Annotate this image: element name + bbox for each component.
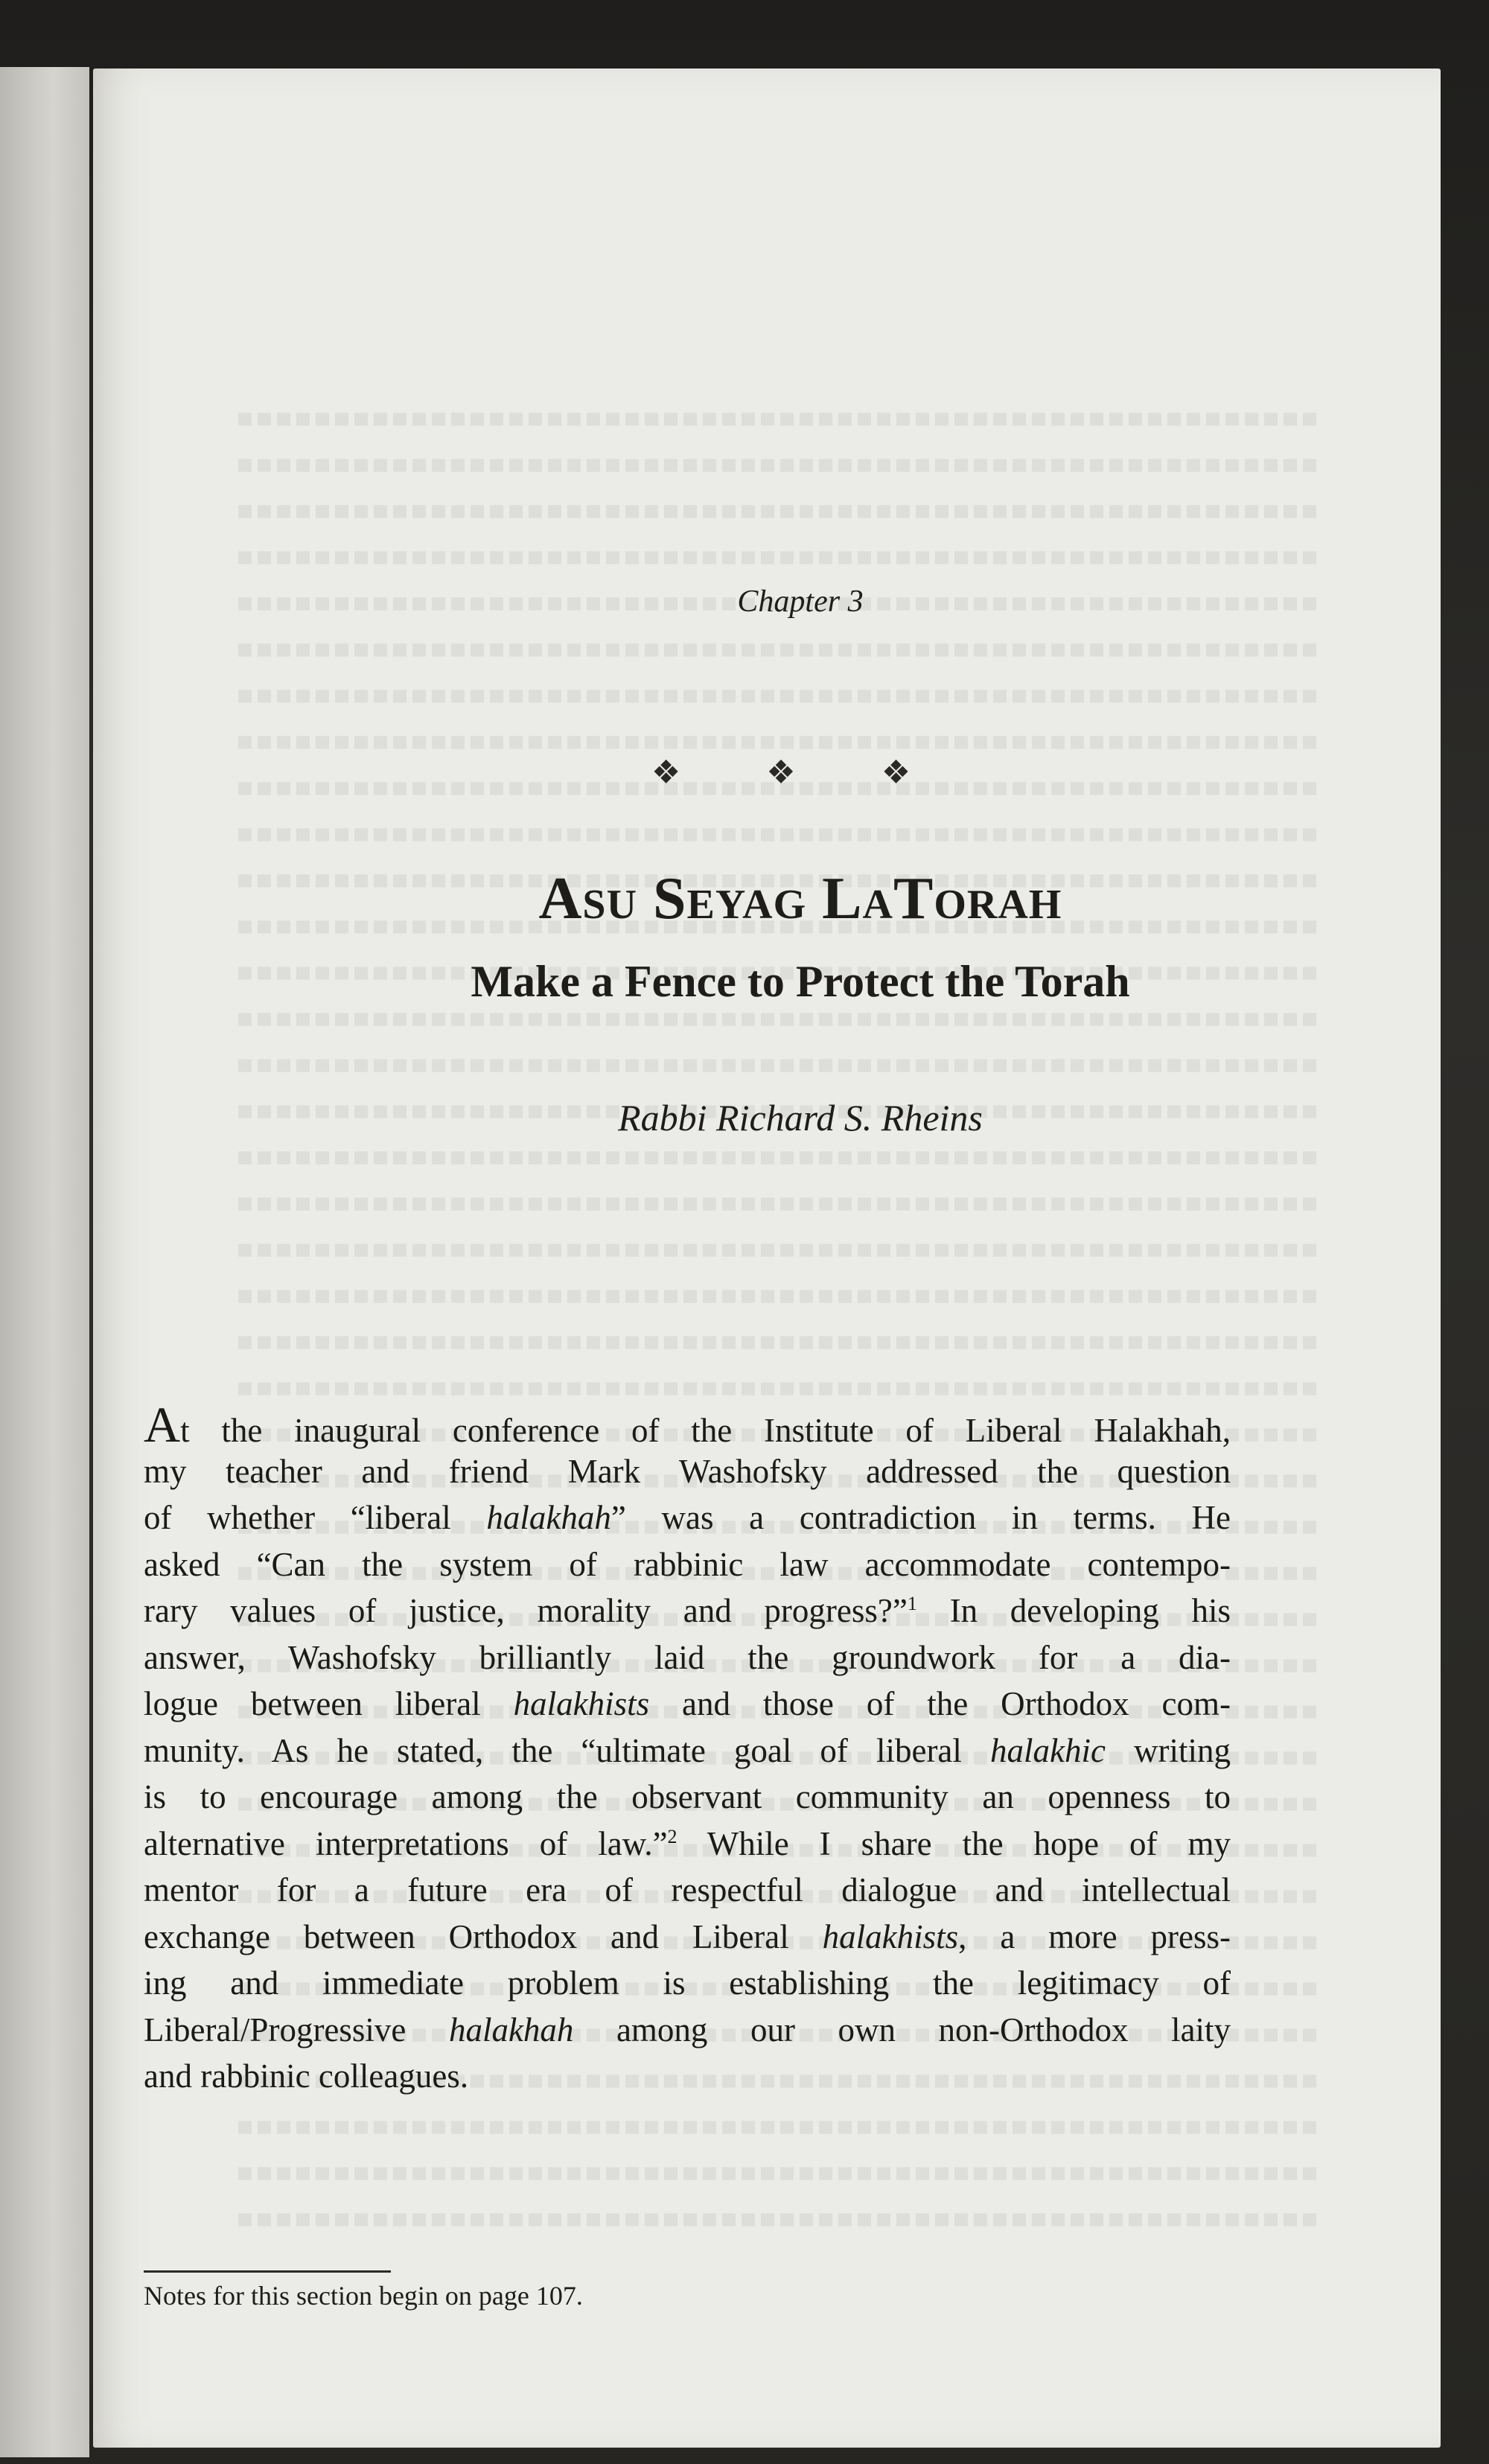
footnote-text: Notes for this section begin on page 107. (144, 2281, 583, 2311)
footnote-divider (144, 2270, 391, 2273)
text-line: of whether “liberal halakhah” was a contradiction in terms. He (144, 1499, 1231, 1536)
drop-cap: A (144, 1396, 181, 1453)
text-line: and rabbinic colleagues. (144, 2057, 469, 2095)
body-paragraph (144, 1396, 1231, 2100)
text-line: ing and immediate problem is establishing the legitimacy of (144, 1964, 1231, 2002)
text-line: answer, Washofsky brilliantly laid the groundwork for a dia- (144, 1638, 1231, 1676)
book-page (93, 69, 1441, 2448)
text-line: mentor for a future era of respectful dialogue and intellectual (144, 1871, 1231, 1909)
text-line: asked “Can the system of rabbinic law accommodate contempo- (144, 1545, 1231, 1583)
author-name: Rabbi Richard S. Rheins (618, 1097, 983, 1139)
footnote-ref: 1 (907, 1593, 917, 1614)
text-line: munity. As he stated, the “ultimate goal of liberal halakhic writing (144, 1731, 1231, 1769)
previous-page-edge (0, 67, 89, 2457)
footnote-ref: 2 (667, 1825, 677, 1847)
text-line: At the inaugural conference of the Institute of Liberal Halakhah, (144, 1396, 1231, 1453)
text-line: Liberal/Progressive halakhah among our own non-Orthodox laity (144, 2011, 1231, 2048)
text-line: is to encourage among the observant community an openness to (144, 1778, 1231, 1815)
text-line: my teacher and friend Mark Washofsky addressed the question (144, 1452, 1231, 1490)
text-line: rary values of justice, morality and progress?”$^1$ In developing his (144, 1592, 1231, 1629)
text-line: alternative interpretations of law.”$^2$ While I share the hope of my (144, 1824, 1231, 1862)
text-line: logue between liberal halakhists and those of the Orthodox com- (144, 1685, 1231, 1722)
chapter-subtitle: Make a Fence to Protect the Torah (471, 957, 1130, 1006)
text-line: exchange between Orthodox and Liberal halakhists, a more press- (144, 1917, 1231, 1955)
page-content (93, 69, 1441, 2448)
chapter-title: Asu Seyag LaTorah (538, 866, 1062, 932)
ornament-diamonds: ❖ ❖ ❖ (651, 754, 950, 791)
chapter-label: Chapter 3 (737, 585, 864, 619)
